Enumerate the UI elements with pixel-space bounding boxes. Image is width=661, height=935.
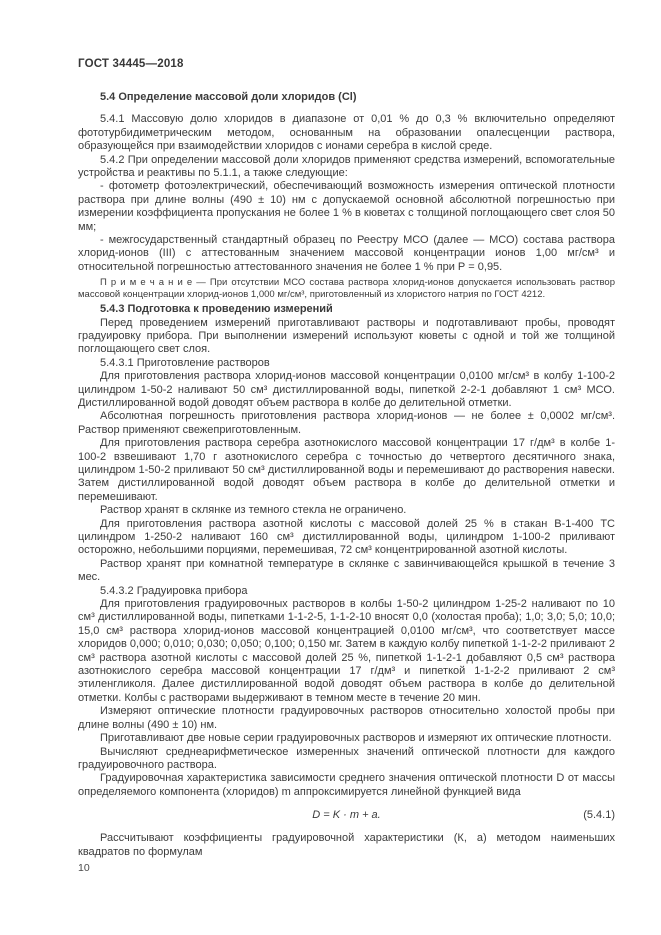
paragraph-absolute-error: Абсолютная погрешность приготовления раствора хлорид-ионов — не более ± 0,0002 мг/см³. Раствор применяют свежеприготовленным. bbox=[78, 410, 615, 436]
paragraph-storage-dark-glass: Раствор хранят в склянке из темного стекла не ограничено. bbox=[100, 504, 407, 517]
formula bbox=[78, 808, 615, 822]
paragraph-two-series: Приготавливают две новые серии градуировочных растворов и измеряют их оптические плотности. bbox=[100, 732, 612, 745]
formula-expression: D = K · m + a. bbox=[312, 809, 381, 822]
paragraph-photometer: - фотометр фотоэлектрический, обеспечивающий возможность измерения оптической плотности раствора при длине волны (490 ± 10) нм с допускаемой основной абсолютной погрешностью при измерении коэффициента пропускания не более 1 % в кюветах с толщиной поглощающего свет слоя 50 мм; bbox=[78, 180, 615, 233]
paragraph-calibration-characteristic: Градуировочная характеристика зависимости среднего значения оптической плотности D от массы определяемого компонента (хлоридов) m аппроксимируется линейной функцией вида bbox=[78, 772, 615, 798]
subsection-heading-5-4-3: 5.4.3 Подготовка к проведению измерений bbox=[100, 303, 333, 316]
paragraph-silver-nitrate: Для приготовления раствора серебра азотнокислого массовой концентрации 17 г/дм³ в колбе 1-100-2 взвешивают 1,70 г азотнокислого серебра с точностью до четвертого десятичного знака, цилиндром 1-50-2 приливают 50 см³ дистиллированной воды и перемешивают до растворения навески. Затем дистиллированной водой доводят объем раствора в колбе до делительной отметки и перемешивают. bbox=[78, 437, 615, 503]
paragraph-standard-sample: - межгосударственный стандартный образец по Реестру МСО (далее — МСО) состава раствора хлорид-ионов (III) с аттестованным значением массовой концентрации ионов 1,00 мг/см³ и относительной погрешностью аттестованного значения не более 1 % при Р = 0,95. bbox=[78, 234, 615, 273]
formula-number: (5.4.1) bbox=[583, 809, 615, 822]
note-block: П р и м е ч а н и е — При отсутствии МСО состава раствора хлорид-ионов допускается использовать раствор массовой концентрации хлорид-ионов 1,000 мг/см³, приготовленный из хлористого натрия по ГОСТ 4212. bbox=[78, 277, 615, 300]
paragraph-measure-density: Измеряют оптические плотности градуировочных растворов относительно холостой пробы при длине волны (490 ± 10) нм. bbox=[78, 705, 615, 731]
section-heading: 5.4 Определение массовой доли хлоридов (Cl) bbox=[100, 91, 357, 103]
subsection-5-4-3-1: 5.4.3.1 Приготовление растворов bbox=[100, 356, 270, 369]
page-number: 10 bbox=[78, 862, 90, 874]
paragraph-chloride-solution: Для приготовления раствора хлорид-ионов массовой концентрации 0,0100 мг/см³ в колбу 1-100-2 цилиндром 1-50-2 наливают 50 см³ дистиллированной воды, пипеткой 2-2-1 добавляют 1 см³ МСО. Дистиллированной водой доводят объем раствора в колбе до делительной отметки. bbox=[78, 370, 615, 409]
paragraph-storage-room-temp: Раствор хранят при комнатной температуре в склянке с завинчивающейся крышкой в течение 3 мес. bbox=[78, 557, 615, 584]
subsection-5-4-3-2: 5.4.3.2 Градуировка прибора bbox=[100, 584, 248, 597]
paragraph-calibration-solutions: Для приготовления градуировочных растворов в колбы 1-50-2 цилиндром 1-25-2 наливают по 10 см³ дистиллированной воды, пипетками 1-1-2-5, 1-1-2-10 вносят 0,0 (холостая проба); 1,0; 3,0; 5,0; 10,0; 15,0 см³ раствора хлорид-ионов массовой концентрацией 0,0100 мг/см³, что соответствует массе хлоридов 0,000; 0,010; 0,030; 0,050; 0,100; 0,150 мг. Затем в каждую колбу пипеткой 1-1-2-2 приливают 2 см³ раствора азотной кислоты с массовой долей 25 %, пипеткой 1-1-2-1 добавляют 0,5 см³ раствора азотнокислого серебра массовой концентрации 17 г/дм³ и пипеткой 1-1-2-2 приливают 2 см³ этиленгликоля. Далее дистиллированной водой доводят объем раствора в колбе до делительной отметки. Колбы с растворами выдерживают в темном месте в течение 20 мин. bbox=[78, 598, 615, 704]
paragraph-coefficients: Рассчитывают коэффициенты градуировочной характеристики (К, а) методом наименьших квадратов по формулам bbox=[78, 832, 615, 858]
paragraph-5-4-1: 5.4.1 Массовую долю хлоридов в диапазоне от 0,01 % до 0,3 % включительно определяют фототурбидиметрическим методом, основанным на образовании опалесценции раствора, образующейся при взаимодействии хлоридов с ионами серебра в кислой среде. bbox=[78, 113, 615, 153]
document-header: ГОСТ 34445—2018 bbox=[78, 58, 184, 70]
document-content bbox=[78, 58, 615, 859]
paragraph-mean-value: Вычисляют среднеарифметическое измеренных значений оптической плотности для каждого градуировочного раствора. bbox=[78, 745, 615, 771]
paragraph-preparation: Перед проведением измерений приготавливают растворы и подготавливают пробы, проводят градуировку прибора. При выполнении измерений используют кюветы с одной и той же толщиной поглощающего свет слоя. bbox=[78, 316, 615, 356]
paragraph-nitric-acid: Для приготовления раствора азотной кислоты с массовой долей 25 % в стакан В-1-400 ТС цилиндром 1-250-2 наливают 160 см³ дистиллированной воды, цилиндром 1-100-2 приливают осторожно, небольшими порциями, перемешивая, 72 см³ концентрированной азотной кислоты. bbox=[78, 517, 615, 557]
paragraph-5-4-2: 5.4.2 При определении массовой доли хлоридов применяют средства измерений, вспомогательные устройства и реактивы по 5.1.1, а также следующие: bbox=[78, 153, 615, 180]
